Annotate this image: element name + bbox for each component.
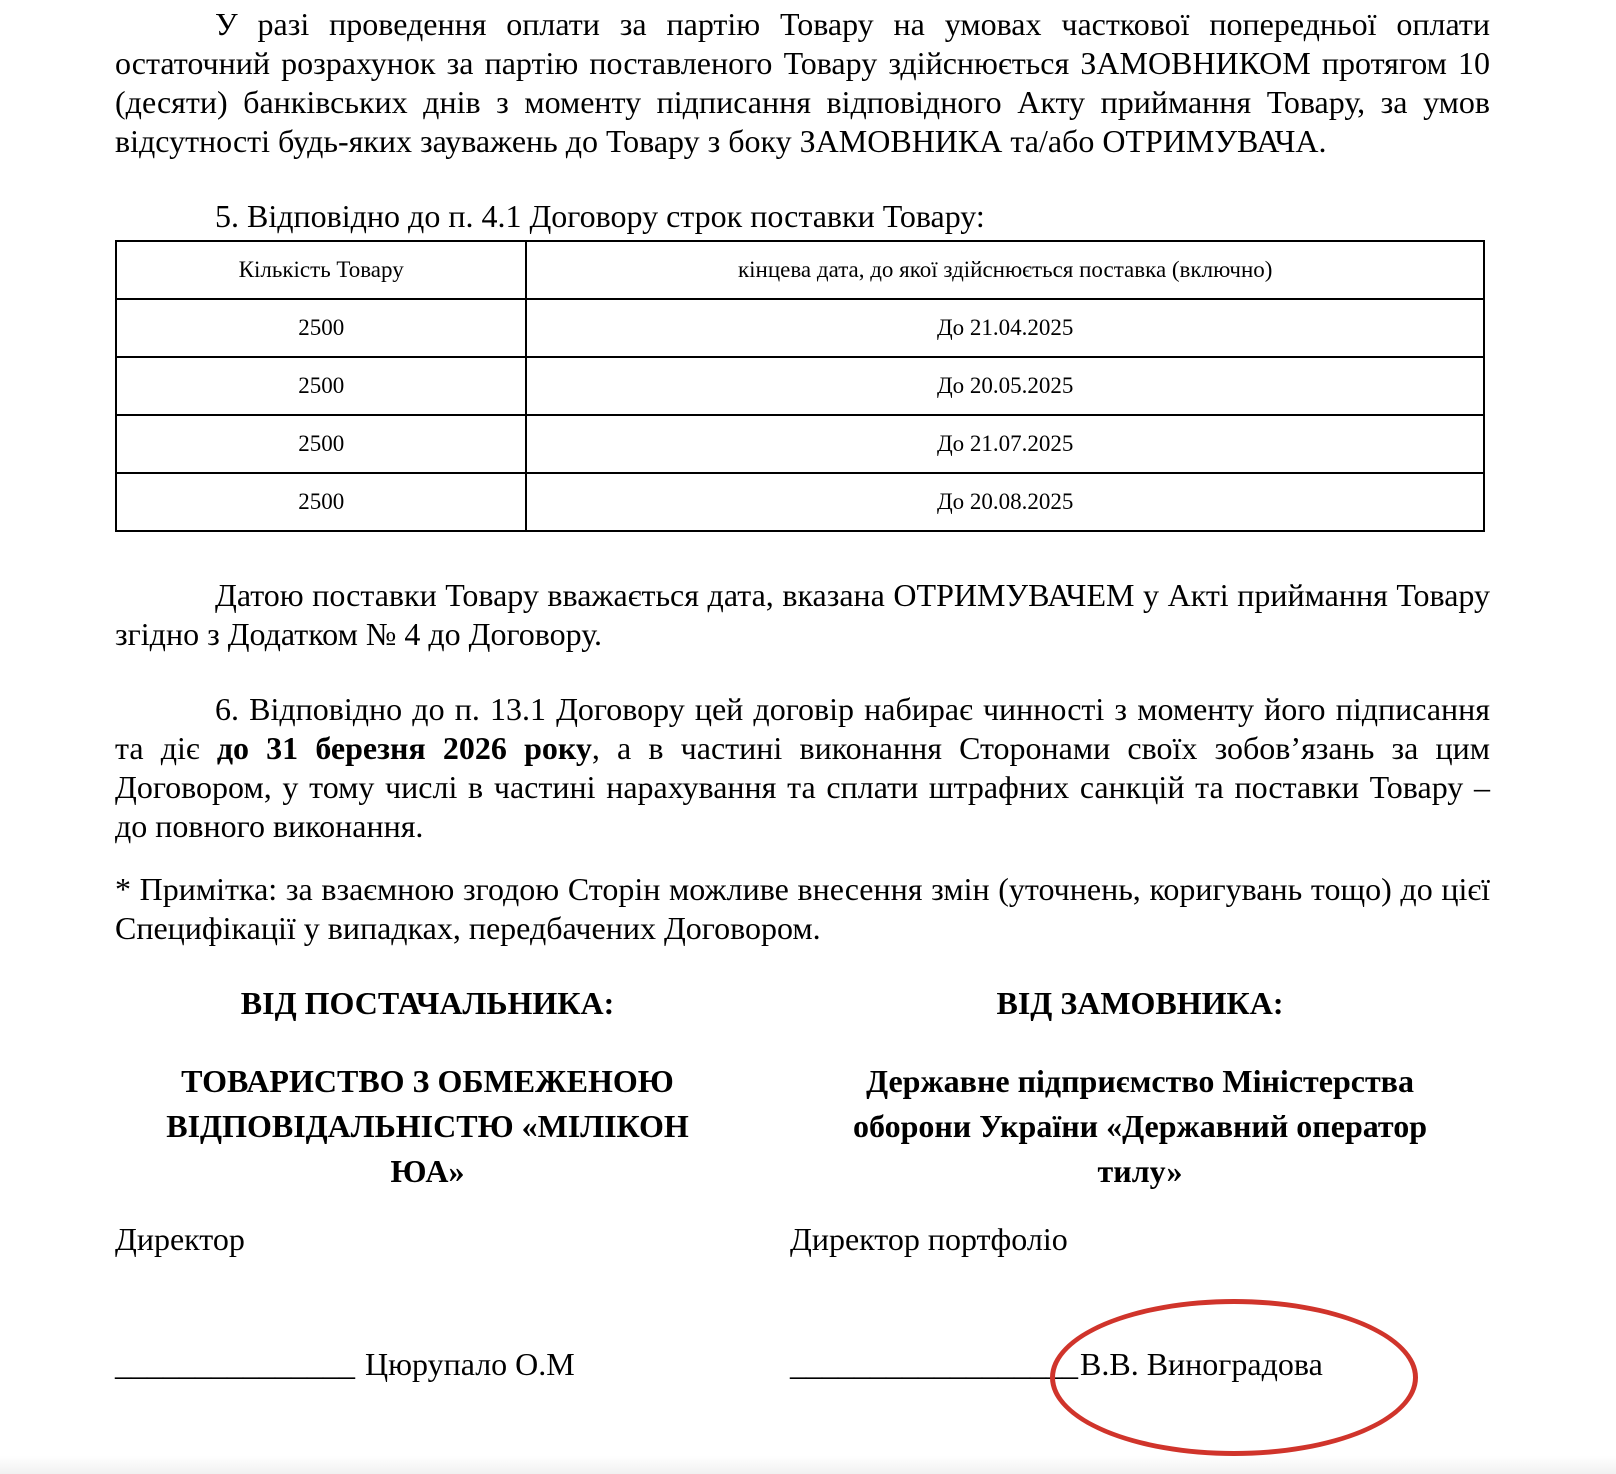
cell-quantity: 2500 (116, 473, 526, 531)
paragraph-note: * Примітка: за взаємною згодою Сторін можливе внесення змін (уточнень, коригувань тощо) до цієї Специфікації у випадках, передбачених Договором. (115, 871, 1490, 946)
table-header-row (116, 241, 1484, 299)
table-row (116, 415, 1484, 473)
table-header-deadline: кінцева дата, до якої здійснюється поставка (включно) (526, 241, 1484, 299)
table-row (116, 299, 1484, 357)
customer-header: ВІД ЗАМОВНИКА: (996, 985, 1284, 1021)
paragraph-delivery-date: Датою поставки Товару вважається дата, вказана ОТРИМУВАЧЕМ у Акті приймання Товару згідно з Додатком № 4 до Договору. (115, 577, 1490, 652)
supplier-header: ВІД ПОСТАЧАЛЬНИКА: (240, 985, 615, 1021)
delivery-schedule-table (115, 240, 1485, 532)
cell-quantity: 2500 (116, 357, 526, 415)
supplier-role: Директор (115, 1221, 245, 1257)
supplier-company-name: ТОВАРИСТВО З ОБМЕЖЕНОЮ ВІДПОВІДАЛЬНІСТЮ «МІЛІКОН ЮА» (166, 1063, 689, 1189)
table-row (116, 473, 1484, 531)
cell-deadline: До 21.04.2025 (526, 299, 1484, 357)
supplier-signature-line: _______________ (115, 1346, 355, 1382)
supplier-signature-row (115, 1345, 740, 1384)
term-bold-date: до 31 березня 2026 року (216, 730, 592, 766)
section-5-heading: 5. Відповідно до п. 4.1 Договору строк поставки Товару: (215, 198, 985, 234)
cell-deadline: До 20.05.2025 (526, 357, 1484, 415)
customer-signature-row (790, 1345, 1490, 1384)
customer-column (790, 984, 1490, 1384)
paragraph-payment-terms: У разі проведення оплати за партію Товару на умовах часткової попередньої оплати остаточний розрахунок за партію поставленого Товару здійснюється ЗАМОВНИКОМ протягом 10 (десяти) банківських днів з моменту підписання відповідного Акту приймання Товару, за умов відсутності будь-яких зауважень до Товару з боку ЗАМОВНИКА та/або ОТРИМУВАЧА. (115, 6, 1490, 159)
supplier-column (115, 984, 740, 1384)
term-text-after: , а в частині виконання Сторонами своїх зобов’язань за цим Договором, у тому числі в частині нарахування та сплати штрафних санкцій та поставки Товару – до повного виконання. (115, 730, 1491, 844)
table-row (116, 357, 1484, 415)
cell-deadline: До 20.08.2025 (526, 473, 1484, 531)
customer-signatory-name: В.В. Виноградова (1080, 1346, 1323, 1382)
customer-signature-line: __________________ (790, 1346, 1078, 1382)
cell-quantity: 2500 (116, 415, 526, 473)
cell-deadline: До 21.07.2025 (526, 415, 1484, 473)
cell-quantity: 2500 (116, 299, 526, 357)
supplier-signatory-name: Цюрупало О.М (365, 1346, 575, 1382)
signature-section (115, 984, 1490, 1384)
paragraph-contract-term (115, 690, 1490, 846)
table-header-quantity: Кількість Товару (116, 241, 526, 299)
customer-role: Директор портфоліо (790, 1221, 1068, 1257)
customer-company-name: Державне підприємство Міністерства оборони України «Державний оператор тилу» (852, 1063, 1427, 1189)
term-text-before: 6. Відповідно до п. 13.1 Договору цей договір набирає чинності з моменту його підписання та діє (115, 691, 1490, 766)
page-bottom-edge (0, 1456, 1616, 1474)
